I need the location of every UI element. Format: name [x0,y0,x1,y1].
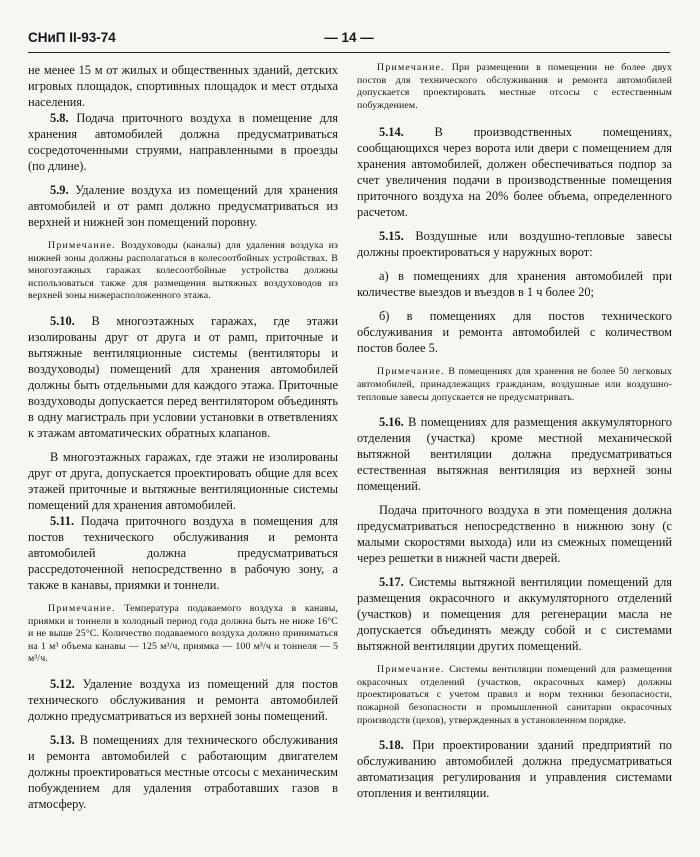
note-5-13: Примечание. При размещении в помещении не более двух постов для технического обслуживания и ремонта автомобилей допускается проектировать местные отсосы с естественным побуждением. [357,62,672,111]
clause-5-17: 5.17. Системы вытяжной вентиляции помещений для размещения окрасочного и аккумуляторного отделений (участков) и помещения для регенерации масла не допускается объединять между собой и с системами вытяжной вентиляции других помещений. [357,575,672,654]
clause-5-8: 5.8. Подача приточного воздуха в помещение для хранения автомобилей должна предусматриваться сосредоточенными струями, направленными в проезды (по длине). [28,111,338,173]
clause-5-15: 5.15. Воздушные или воздушно-тепловые завесы должны проектироваться у наружных ворот: [357,229,672,260]
clause-5-10: 5.10. В многоэтажных гаражах, где этажи изолированы друг от друга и от рамп, приточные и вытяжные вентиляционные системы (вентиляторы и воздуховоды) помещений для хранения автомобилей должны быть отдельными для каждого этажа. Приточные воздуховоды допускается перед вентилятором объединять в одну магистраль при условии установки в ответвлениях к этажам автоматических обратных клапанов. [28,313,338,440]
page-number: — 14 — [324,30,374,45]
clause-5-10-cont: В многоэтажных гаражах, где этажи не изолированы друг от друга, допускается проектировать общие для всех этажей приточные и вытяжные вентиляционные системы помещений для хранения автомобилей. [28,449,338,512]
note-5-15: Примечание. В помещениях для хранения не более 50 легковых автомобилей, принадлежащих гражданам, воздушные или воздушно-тепловые завесы допускается не предусматривать. [357,366,672,403]
clause-5-9: 5.9. Удаление воздуха из помещений для хранения автомобилей и от рамп должно предусматриваться из верхней и нижней зон помещений поровну. [28,183,338,229]
left-column [28,62,338,812]
clause-5-18: 5.18. При проектировании зданий предприятий по обслуживанию автомобилей должна предусматриваться автоматизация регулирования и управления системами отопления и вентиляции. [357,738,673,801]
clause-5-11: 5.11. Подача приточного воздуха в помещения для постов технического обслуживания и ремонта автомобилей должна предусматриваться рассредоточенной непосредственно в рабочую зону, а также в канавы, приямки и тоннели. [28,513,338,592]
clause-5-12: 5.12. Удаление воздуха из помещений для постов технического обслуживания и ремонта автомобилей должно предусматриваться из верхней зоны помещений. [28,676,338,723]
clause-5-13: 5.13. В помещениях для технического обслуживания и ремонта автомобилей с работающим двигателем должны проектироваться местные отсосы с механическим побуждением для удаления отработавших газов в атмосферу. [28,732,338,811]
clause-5-15-b: б) в помещениях для постов технического обслуживания и ремонта автомобилей с количеством постов более 5. [357,309,672,356]
document-code: СНиП II-93-74 [28,30,116,45]
note-5-17: Примечание. Системы вентиляции помещений для размещения окрасочных отделений (участков, окрасочных камер) должны проектироваться с учетом правил и норм техники безопасности, пожарной безопасности и промышленной санитарии окрасочных производств (цехов), утвержденных в установленном порядке. [357,664,672,726]
clause-5-16: 5.16. В помещениях для размещения аккумуляторного отделения (участка) кроме местной механической вытяжной вентиляции должна предусматриваться естественная вытяжная вентиляция из верхней зоны помещений. [357,415,672,494]
right-column [357,62,672,801]
page-header [28,28,670,52]
note-5-9: Примечание. Воздуховоды (каналы) для удаления воздуха из нижней зоны должны располагаться в колесоотбойных устройствах. В многоэтажных гаражах колесоотбойные устройства должны использоваться также для размещения вытяжных воздуховодов из верхней зоны нижерасположенного этажа. [28,240,338,302]
clause-5-14: 5.14. В производственных помещениях, сообщающихся через ворота или двери с помещением для хранения автомобилей, должен обеспечиваться подпор за счет увеличения подачи в производственные помещения приточного воздуха на 20% более объема, определенного расчетом. [357,125,672,220]
header-rule [28,52,670,53]
note-5-11: Примечание. Температура подаваемого воздуха в канавы, приямки и тоннели в холодный период года должна быть не ниже 16°C и не выше 25°C. Количество подаваемого воздуха должно приниматься на 1 м³ объема канавы — 125 м³/ч, приямка — 100 м³/ч и тоннеля — 5 м³/ч. [28,602,338,665]
paragraph-continuation: не менее 15 м от жилых и общественных зданий, детских игровых площадок, спортивных площадок и мест отдыха населения. [28,63,338,109]
clause-5-16-cont: Подача приточного воздуха в эти помещения должна предусматриваться непосредственно в нижнюю зону (с малыми скоростями выхода) или из смежных помещений через решетки в нижней части дверей. [357,503,672,566]
clause-5-15-a: а) в помещениях для хранения автомобилей при количестве выездов и въездов в 1 ч более 20; [357,269,672,300]
